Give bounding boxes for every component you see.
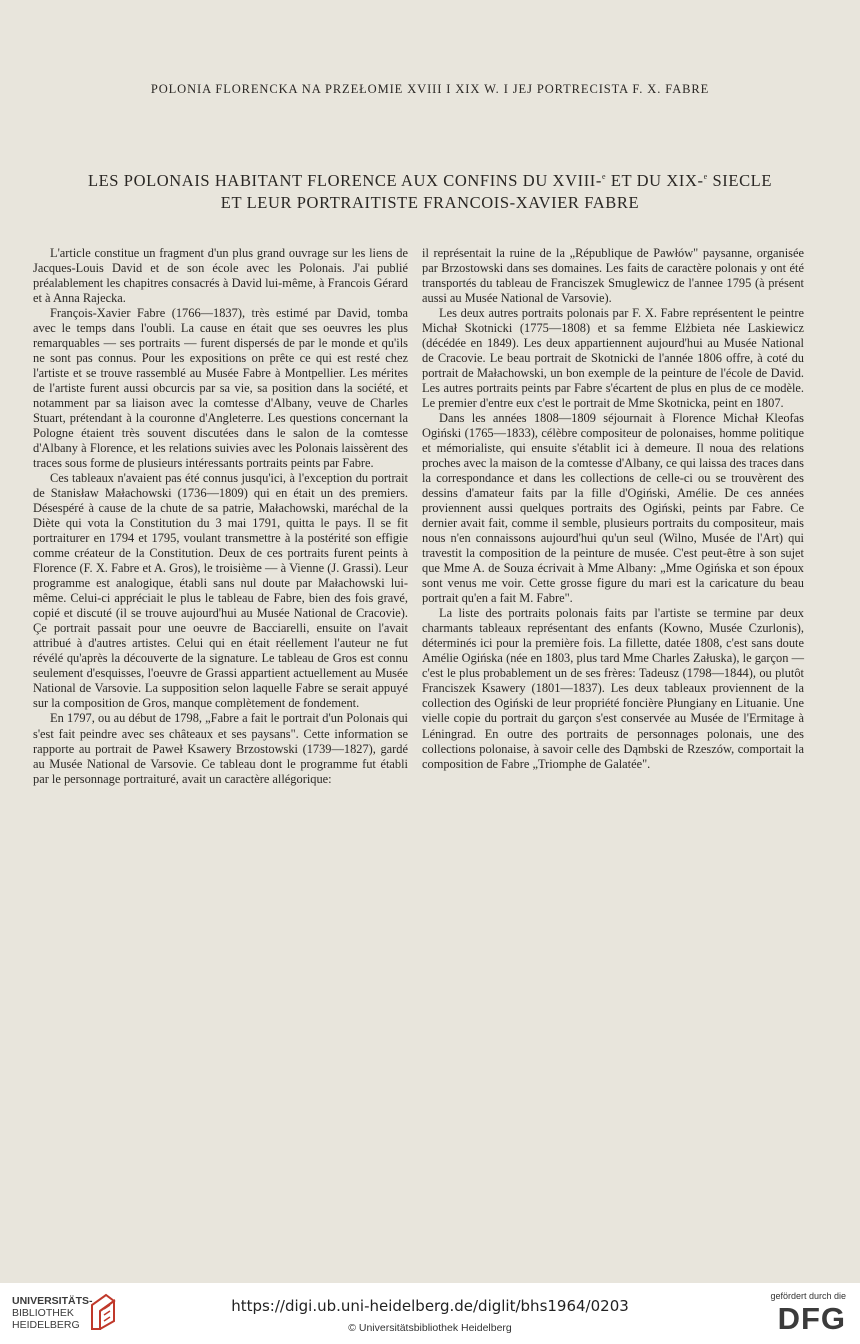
- title-line-1: [20, 166, 840, 192]
- library-name-line-2: BIBLIOTHEK: [12, 1307, 74, 1319]
- dfg-logo[interactable]: DFG: [777, 1301, 846, 1336]
- paragraph: En 1797, ou au début de 1798, „Fabre a fait le portrait d'un Polonais qui s'est fait peindre avec ses châteaux et ses paysans". Cette information se rapporte au portrait de Paweł Ksawery Brzostowski (1739—1827), gardé au Musée National de Varsovie. Ce tableau dont le programme fut établi par le personnage portraituré, avait un caractère allégorique:: [33, 711, 408, 786]
- title-line-2: ET LEUR PORTRAITISTE FRANCOIS-XAVIER FABRE: [220, 193, 640, 212]
- running-head: POLONIA FLORENCKA NA PRZEŁOMIE XVIII I XIX W. I JEJ PORTRECISTA F. X. FABRE: [150, 82, 710, 96]
- right-column: [422, 246, 804, 772]
- copyright-notice: © Universitätsbibliothek Heidelberg: [348, 1322, 512, 1334]
- title-line-1-part-c: SIECLE: [707, 171, 773, 190]
- library-name-line-3: HEIDELBERG: [12, 1319, 80, 1331]
- title-sup-1: e: [601, 172, 607, 181]
- paragraph: Ces tableaux n'avaient pas été connus jusqu'ici, à l'exception du portrait de Stanisław Małachowski (1736—1809) qui en était un des premiers. Désespéré à cause de la chute de sa patrie, Małachowski, maréchal de la Diète qui vota la Constitution du 3 mai 1791, quitta le pays. Il se fit portraiturer en 1794 et 1795, voulant transmettre à la postérité son effigie comme créateur de la Constitution. Deux de ces portraits furent peints à Florence (F. X. Fabre et A. Gros), le troisième — à Vienne (J. Grassi). Leur programme est analogique, établi sans nul doute par Małachowski lui-même. Celui-ci appréciait le plus le tableau de Fabre, bien des fois gravé, copié et discuté (il se trouve aujourd'hui au Musée National de Cracovie). Çe portrait passait pour une oeuvre de Bacciarelli, ensuite on l'avait attribué à d'autres artistes. Celui qui en était réellement l'auteur ne fut révélé qu'après la découverte de la signature. Le tableau de Gros est connu seulement d'esquisses, l'oeuvre de Grassi appartient actuellement au Musée National de Varsovie. La supposition selon laquelle Fabre se serait appuyé sur la composition de Gros, manque complètement de fondement.: [33, 471, 408, 711]
- left-column: [33, 246, 408, 787]
- title-line-1-part-a: LES POLONAIS HABITANT FLORENCE AUX CONFINS DU XVIII-: [87, 171, 602, 190]
- title-line-1-part-b: ET DU XIX-: [606, 171, 704, 190]
- title-sup-2: e: [703, 172, 708, 181]
- article-title: [20, 166, 840, 214]
- page-url-link[interactable]: https://digi.ub.uni-heidelberg.de/diglit/bhs1964/0203: [231, 1297, 629, 1315]
- viewer-footer: [0, 1283, 860, 1344]
- paragraph: La liste des portraits polonais faits par l'artiste se termine par deux charmants tableaux représentant des enfants (Kowno, Musée Czurlonis), déterminés ici pour la première fois. La fillette, datée 1808, c'est sans doute Amélie Ogińska (née en 1803, plus tard Mme Charles Załuska), le garçon — c'est le plus probablement un de ses frères: Tadeusz (1798—1844), ou plutôt Franciszek Ksawery (1801—1837). Les deux tableaux proviennent de la collection des Ogiński de leur propriété foncière Płungiany en Lituanie. Une vielle copie du portrait du garçon s'est conservée au Musée de l'Ermitage à Léningrad. En outre des portraits de personnages polonais, une des collections polonaise, à savoir celle des Dąmbski de Rzeszów, comportait la composition de Fabre „Triomphe de Galatée".: [422, 606, 804, 771]
- funding-label: gefördert durch die: [770, 1291, 846, 1301]
- paragraph: Les deux autres portraits polonais par F. X. Fabre représentent le peintre Michał Skotnicki (1775—1808) et sa femme Elżbieta née Laskiewicz (décédée en 1849). Les deux appartiennent aujourd'hui au Musée National de Cracovie. Le beau portrait de Skotnicki de l'année 1806 offre, à coté du portrait de Małachowski, un bon exemple de la peinture de l'école de David. Les autres portraits peints par Fabre s'écartent de plus en plus de ce modèle. Le premier d'entre eux c'est le portrait de Mme Skotnicka, peint en 1807.: [422, 306, 804, 411]
- paragraph: Dans les années 1808—1809 séjournait à Florence Michał Kleofas Ogiński (1765—1833), célèbre compositeur de polonaises, homme politique et mémorialiste, qui ensuite s'établit ici à demeure. Il noua des relations proches avec la maison de la comtesse d'Albany, ce qui laissa des traces dans la correspondance et dans les collections de celle-ci ou se trouvèrent des dessins d'amateur faits par la fille d'Ogiński, Amélie. De ces années proviennent aussi quelques portraits des Ogiński, peints par Fabre. Ce dernier avait fait, comme il semble, plusieurs portraits du compositeur, mais nous n'en connaissons aujourd'hui qu'un seul (Wilno, Musée de l'Art) qui travestit la composition de la peinture de musée. C'est peut-être à son sujet que Mme A. de Souza écrivait à Mme Albany: „Mme Ogińska et son époux sont venus me voir. Cette grosse figure du mari est la caricature du beau portrait qu'en a fait M. Fabre".: [422, 411, 804, 606]
- paragraph: il représentait la ruine de la „République de Pawłów" paysanne, organisée par Brzostowski dans ses domaines. Les faits de caractère polonais y ont été transportés du tableau de Franciszek Smuglewicz de l'annee 1795 (à présent aussi au Musée National de Varsovie).: [422, 246, 804, 306]
- library-name-line-1: UNIVERSITÄTS-: [12, 1295, 93, 1307]
- paragraph: L'article constitue un fragment d'un plus grand ouvrage sur les liens de Jacques-Louis David et de son école avec les Polonais. J'ai publié préalablement les chapitres consacrés à David lui-même, à Francois Gérard et à Anna Rajecka.: [33, 246, 408, 306]
- paragraph: François-Xavier Fabre (1766—1837), très estimé par David, tomba avec le temps dans l'oubli. La cause en était que ses oeuvres les plus remarquables — ses portraits — furent dispersés de par le monde et qu'ils ne sont pas connus. Pour les expositions on prête ce qui est resté chez l'artiste et se trouve rassemblé au Musée Fabre à Montpellier. Les mérites de l'artiste furent aussi obcurcis par sa vie, sa position dans la société, et notamment par sa liaison avec la comtesse d'Albany, veuve de Charles Stuart, prétendant à la couronne d'Angleterre. Les questions concernant la Pologne étaient très souvent discutées dans le salon de la comtesse d'Albany à Florence, et les relations suivies avec les Polonais laissèrent des traces sous forme de plusieurs intéressants portraits peints par Fabre.: [33, 306, 408, 471]
